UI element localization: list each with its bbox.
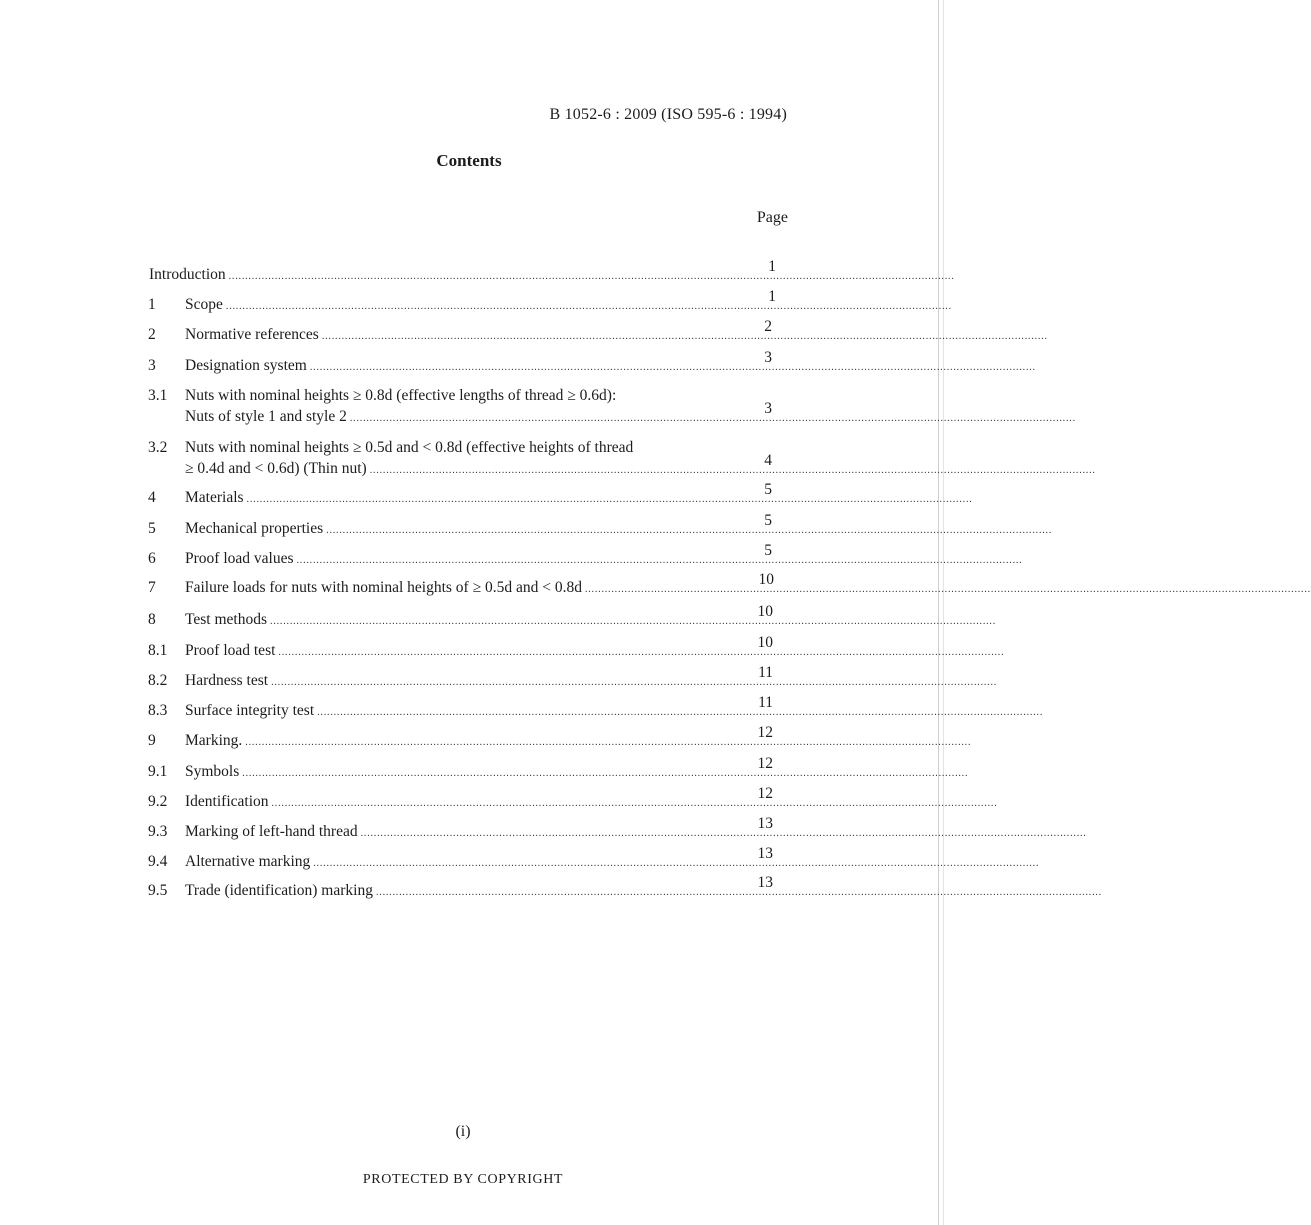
dot-leader: ............................................................................................................................................................................................................................ — [225, 301, 952, 312]
toc-entry-title-line1: Nuts with nominal heights ≥ 0.5d and < 0.8d (effective heights of thread — [185, 439, 634, 456]
toc-entry-title: Scope — [185, 296, 223, 313]
toc-entry — [0, 349, 1036, 377]
toc-entry-number: 3.1 — [148, 387, 168, 404]
toc-entry-page-number: 13 — [757, 874, 773, 891]
toc-entry-page-number: 5 — [764, 542, 772, 559]
toc-entry — [0, 481, 973, 509]
toc-entry — [0, 258, 955, 286]
toc-entry-number: 1 — [148, 296, 156, 313]
toc-entry-number: 9.1 — [148, 763, 168, 780]
dot-leader: ............................................................................................................................................................................................................................ — [360, 828, 1087, 839]
toc-entry-title-line1: Nuts with nominal heights ≥ 0.8d (effective lengths of thread ≥ 0.6d): — [185, 387, 617, 404]
toc-entry — [0, 603, 997, 631]
dot-leader: ............................................................................................................................................................................................................................ — [349, 413, 1076, 424]
toc-entry — [0, 664, 998, 692]
toc-entry-title: Nuts of style 1 and style 2 — [185, 408, 347, 425]
dot-leader: ............................................................................................................................................................................................................................ — [375, 887, 1102, 898]
toc-entry-title: Alternative marking — [185, 853, 311, 870]
toc-entry-page-number: 13 — [757, 845, 773, 862]
toc-entry-page-number: 1 — [768, 258, 776, 275]
toc-entry-page-number: 1 — [768, 288, 776, 305]
toc-entry — [0, 437, 1096, 481]
dot-leader: ............................................................................................................................................................................................................................ — [245, 737, 972, 748]
toc-entry — [0, 542, 1023, 570]
toc-entry-title: Materials — [185, 489, 244, 506]
toc-entry — [0, 845, 1040, 873]
toc-entry — [0, 815, 1087, 843]
toc-entry-page-number: 12 — [757, 724, 773, 741]
dot-leader: ............................................................................................................................................................................................................................ — [246, 494, 973, 505]
toc-entry-number: 4 — [148, 489, 156, 506]
toc-entry — [0, 571, 1311, 599]
toc-entry-number: 3 — [148, 357, 156, 374]
dot-leader: ............................................................................................................................................................................................................................ — [270, 616, 997, 627]
toc-entry-page-number: 4 — [764, 452, 772, 469]
toc-entry — [0, 385, 1076, 429]
toc-entry — [0, 318, 1048, 346]
toc-entry-title: Symbols — [185, 763, 240, 780]
dot-leader: ............................................................................................................................................................................................................................ — [369, 465, 1096, 476]
dot-leader: ............................................................................................................................................................................................................................ — [228, 271, 955, 282]
toc-entry-title-with-leader — [185, 458, 1096, 481]
toc-entry-page-number: 10 — [757, 634, 773, 651]
dot-leader: ............................................................................................................................................................................................................................ — [278, 647, 1005, 658]
toc-entry-title-with-leader — [185, 355, 1036, 378]
toc-entry — [0, 724, 972, 752]
toc-entry-title: Test methods — [185, 611, 268, 628]
toc-entry-number: 6 — [148, 550, 156, 567]
contents-heading: Contents — [436, 151, 502, 170]
toc-entry-page-number: 12 — [757, 755, 773, 772]
toc-entry-title-with-leader — [185, 548, 1023, 571]
dot-leader: ............................................................................................................................................................................................................................ — [309, 362, 1036, 373]
toc-entry-title: Mechanical properties — [185, 520, 324, 537]
toc-entry-number: 9.3 — [148, 823, 168, 840]
toc-entry-title: Trade (identification) marking — [185, 882, 373, 899]
dot-leader: ............................................................................................................................................................................................................................ — [326, 525, 1053, 536]
toc-entry-title: Marking of left-hand thread — [185, 823, 358, 840]
toc-entry — [0, 694, 1044, 722]
toc-entry-number: 9.4 — [148, 853, 168, 870]
toc-entry-title: Introduction — [149, 266, 226, 283]
dot-leader: ............................................................................................................................................................................................................................ — [313, 858, 1040, 869]
toc-entry-number: 7 — [148, 579, 156, 596]
toc-entry-page-number: 5 — [764, 481, 772, 498]
dot-leader: ............................................................................................................................................................................................................................ — [321, 331, 1048, 342]
toc-entry-number: 8.3 — [148, 702, 168, 719]
toc-entry-number: 9.2 — [148, 793, 168, 810]
toc-entry-title: Proof load test — [185, 642, 276, 659]
toc-entry-title-with-leader — [185, 406, 1076, 429]
toc-entry-page-number: 11 — [758, 694, 773, 711]
dot-leader: ............................................................................................................................................................................................................................ — [584, 584, 1311, 595]
toc-entry-page-number: 2 — [764, 318, 772, 335]
toc-entry-number: 5 — [148, 520, 156, 537]
toc-entry-page-number: 3 — [764, 400, 772, 417]
toc-entry-page-number: 5 — [764, 512, 772, 529]
toc-entry-title: Normative references — [185, 326, 319, 343]
toc-entry-number: 9 — [148, 732, 156, 749]
toc-entry — [0, 755, 969, 783]
page-folio: (i) — [455, 1123, 471, 1140]
dot-leader: ............................................................................................................................................................................................................................ — [271, 798, 998, 809]
toc-entry-title: Hardness test — [185, 672, 269, 689]
toc-entry-title: Failure loads for nuts with nominal heights of ≥ 0.5d and < 0.8d — [185, 579, 582, 596]
dot-leader: ............................................................................................................................................................................................................................ — [317, 707, 1044, 718]
dot-leader: ............................................................................................................................................................................................................................ — [271, 677, 998, 688]
toc-entry — [0, 288, 952, 316]
toc-entry — [0, 785, 998, 813]
toc-entry — [0, 512, 1053, 540]
toc-entry-title-with-leader — [185, 294, 952, 317]
toc-entry-title: Designation system — [185, 357, 307, 374]
toc-entry-title: Identification — [185, 793, 269, 810]
toc-entry-number: 2 — [148, 326, 156, 343]
toc-entry-page-number: 10 — [758, 571, 774, 588]
toc-entry-number: 3.2 — [148, 439, 168, 456]
toc-entry-title: Proof load values — [185, 550, 294, 567]
standard-reference: B 1052-6 : 2009 (ISO 595-6 : 1994) — [549, 106, 787, 123]
toc-entry-number: 9.5 — [148, 882, 168, 899]
toc-entry-page-number: 12 — [757, 785, 773, 802]
toc-entry — [0, 874, 1102, 902]
dot-leader: ............................................................................................................................................................................................................................ — [296, 555, 1023, 566]
toc-entry — [0, 634, 1005, 662]
dot-leader: ............................................................................................................................................................................................................................ — [242, 768, 969, 779]
toc-entry-title-with-leader — [185, 518, 1053, 541]
toc-entry-page-number: 3 — [764, 349, 772, 366]
toc-entry-title: ≥ 0.4d and < 0.6d) (Thin nut) — [185, 460, 367, 477]
page-column-label: Page — [756, 209, 788, 226]
toc-entry-title: Marking. — [185, 732, 243, 749]
toc-entry-title-with-leader — [185, 487, 973, 510]
toc-entry-number: 8 — [148, 611, 156, 628]
toc-entry-title-with-leader — [185, 324, 1048, 347]
toc-entry-number: 8.2 — [148, 672, 168, 689]
toc-entry-page-number: 13 — [757, 815, 773, 832]
toc-entry-number: 8.1 — [148, 642, 168, 659]
toc-entry-page-number: 11 — [758, 664, 773, 681]
toc-entry-page-number: 10 — [757, 603, 773, 620]
toc-entry-title: Surface integrity test — [185, 702, 315, 719]
copyright-notice: PROTECTED BY COPYRIGHT — [362, 1172, 564, 1187]
toc-entry-title-with-leader — [149, 264, 955, 287]
